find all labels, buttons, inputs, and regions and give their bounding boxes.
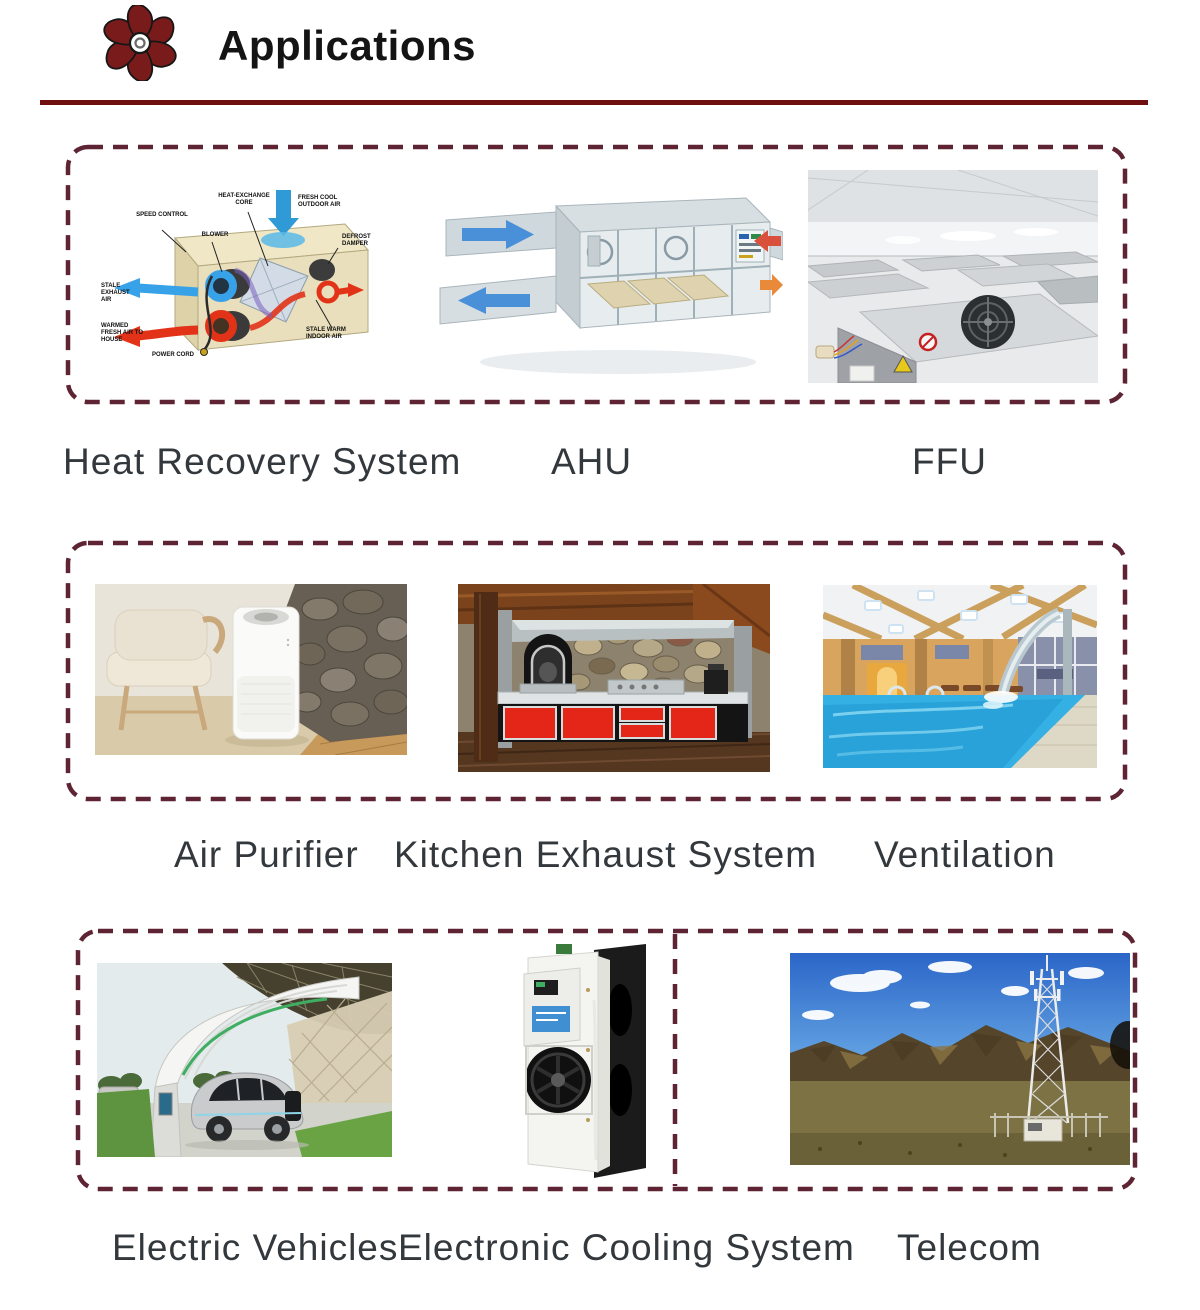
- label-kitchen-exhaust-system: Kitchen Exhaust System: [394, 834, 818, 875]
- air-purifier-photo: [95, 584, 407, 755]
- fan-logo-icon: [102, 5, 178, 81]
- indoor-pool-photo: [823, 585, 1097, 768]
- page-title: Applications: [218, 22, 477, 69]
- ev-charging-station-photo: [97, 963, 392, 1157]
- label-heat-recovery-system: Heat Recovery System: [63, 441, 462, 482]
- diagram-label-heat-exchange-core: HEAT-EXCHANGE CORE: [218, 193, 270, 206]
- heat-recovery-diagram: [100, 180, 385, 365]
- diagram-label-stale-exhaust-air: STALE EXHAUST AIR: [101, 283, 130, 303]
- label-ffu: FFU: [912, 441, 987, 482]
- fan-filter-units-photo: [808, 170, 1098, 383]
- header-divider: [40, 100, 1148, 105]
- label-ventilation: Ventilation: [874, 834, 1056, 875]
- diagram-label-speed-control: SPEED CONTROL: [136, 212, 188, 218]
- diagram-label-defrost-damper: DEFROST DAMPER: [342, 234, 371, 247]
- label-ahu: AHU: [551, 441, 633, 482]
- air-handling-unit-photo: [428, 170, 783, 385]
- diagram-label-stale-warm-indoor-air: STALE WARM INDOOR AIR: [306, 327, 346, 340]
- outdoor-kitchen-photo: [458, 584, 770, 772]
- diagram-label-warmed-fresh-air: WARMED FRESH AIR TO HOUSE: [101, 323, 144, 343]
- label-air-purifier: Air Purifier: [174, 834, 359, 875]
- diagram-label-blower: BLOWER: [201, 232, 229, 238]
- label-electric-vehicles: Electric Vehicles: [112, 1227, 399, 1268]
- diagram-label-fresh-cool-outdoor-air: FRESH COOL OUTDOOR AIR: [298, 195, 341, 208]
- telecom-tower-photo: [790, 953, 1130, 1165]
- cooling-unit-photo: [498, 940, 658, 1182]
- diagram-label-power-cord: POWER CORD: [152, 352, 194, 358]
- label-electronic-cooling-system: Electronic Cooling System: [398, 1227, 855, 1268]
- label-telecom: Telecom: [897, 1227, 1042, 1268]
